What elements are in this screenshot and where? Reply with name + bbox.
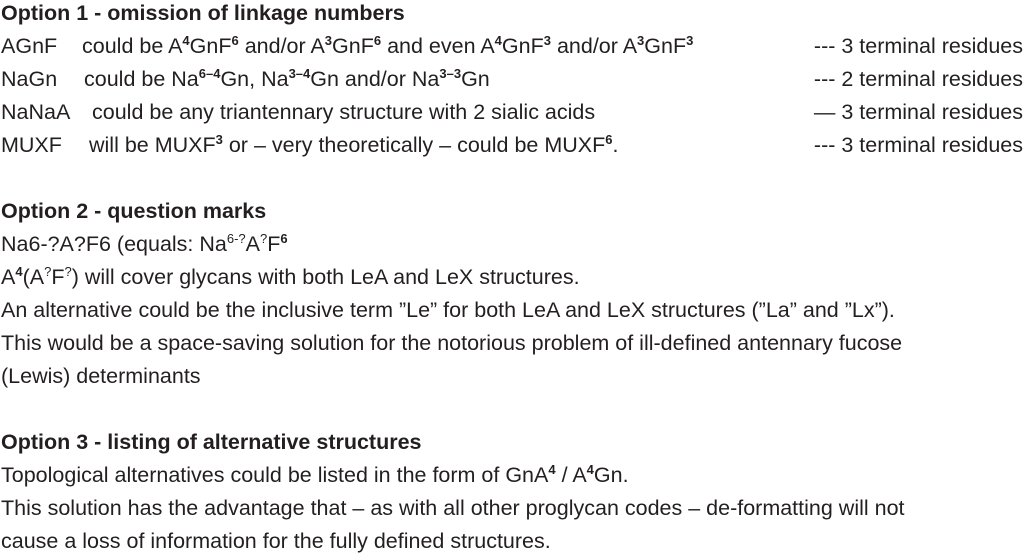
option2-paragraph-line: (Lewis) determinants <box>1 364 201 388</box>
option3-paragraph-line: This solution has the advantage that – as with all other proglycan codes – de-formatting will not <box>1 496 905 520</box>
linkage-superscript: 3 <box>686 33 694 48</box>
linkage-superscript: 3–4 <box>288 66 311 81</box>
linkage-superscript: 6 <box>373 33 382 48</box>
glycan-description: could be any triantennary structure with 2 sialic acids <box>92 100 596 124</box>
terminal-residues-note: --- 3 terminal residues <box>813 34 1023 58</box>
option2-example-na6: Na6-?A?F6 (equals: $Na^{6-?}A^?F^6$ <box>1 231 288 256</box>
section-spacer <box>1 393 1023 426</box>
linkage-superscript: ? <box>260 231 268 246</box>
linkage-superscript: 3 <box>543 33 551 48</box>
option1-row-nanaa <box>1 96 1023 129</box>
option3-heading: Option 3 - listing of alternative structures <box>1 430 422 454</box>
option3-topological-line: Topological alternatives could be listed in the form of $GnA^4 / A^4Gn$. <box>1 462 629 487</box>
linkage-superscript: 3–3 <box>439 66 462 81</box>
terminal-residues-note: — 3 terminal residues <box>813 100 1023 124</box>
option1-row-muxf <box>1 129 1023 162</box>
option2-heading: Option 2 - question marks <box>1 199 267 223</box>
linkage-superscript: 6 <box>280 231 288 246</box>
glycan-description: could be $A^4GnF^6$ and/or $A^3GnF^6$ and even $A^4GnF^3$ and/or $A^3GnF^3$ <box>82 33 694 58</box>
option2-paragraph-line: An alternative could be the inclusive term ”Le” for both LeA and LeX structures (”La” and ”Lx”). <box>1 298 895 322</box>
section-spacer <box>1 162 1023 195</box>
document-page <box>1 0 1023 558</box>
glycan-code: AGnF <box>1 34 58 58</box>
option3-paragraph-line: cause a loss of information for the fully defined structures. <box>1 529 551 553</box>
option1-row-agnf <box>1 30 1023 63</box>
glycan-code: NaGn <box>1 67 58 91</box>
glycan-code: NaNaA <box>1 100 71 124</box>
terminal-residues-note: --- 2 terminal residues <box>813 67 1023 91</box>
glycan-code: MUXF <box>1 133 62 157</box>
linkage-superscript: 4 <box>494 33 502 48</box>
linkage-superscript: 6 <box>605 132 613 147</box>
linkage-superscript: 6-? <box>226 231 246 246</box>
linkage-superscript: 4 <box>548 462 556 477</box>
linkage-superscript: 6–4 <box>198 66 221 81</box>
terminal-residues-note: --- 3 terminal residues <box>813 133 1023 157</box>
linkage-superscript: 6 <box>231 33 239 48</box>
linkage-superscript: 4 <box>586 462 594 477</box>
option2-paragraph-line: This would be a space-saving solution for the notorious problem of ill-defined antennary fucose <box>1 331 903 355</box>
option2-example-a4: $A^4(A^?F^?)$ will cover glycans with both LeA and LeX structures. <box>1 264 580 289</box>
linkage-superscript: ? <box>44 264 52 279</box>
linkage-superscript: 3 <box>637 33 645 48</box>
linkage-superscript: 3 <box>324 33 333 48</box>
option1-row-nagn <box>1 63 1023 96</box>
option1-heading: Option 1 - omission of linkage numbers <box>1 1 405 25</box>
linkage-superscript: 3 <box>215 132 223 147</box>
linkage-superscript: 4 <box>15 264 23 279</box>
glycan-description: will be MUXF$^3$ or – very theoretically – could be MUXF$^6$. <box>89 132 619 157</box>
linkage-superscript: ? <box>64 264 72 279</box>
glycan-description: could be Na$^{6-4}$Gn, Na$^{3-4}$Gn and/or Na$^{3-3}$Gn <box>84 66 490 91</box>
linkage-superscript: 4 <box>182 33 190 48</box>
